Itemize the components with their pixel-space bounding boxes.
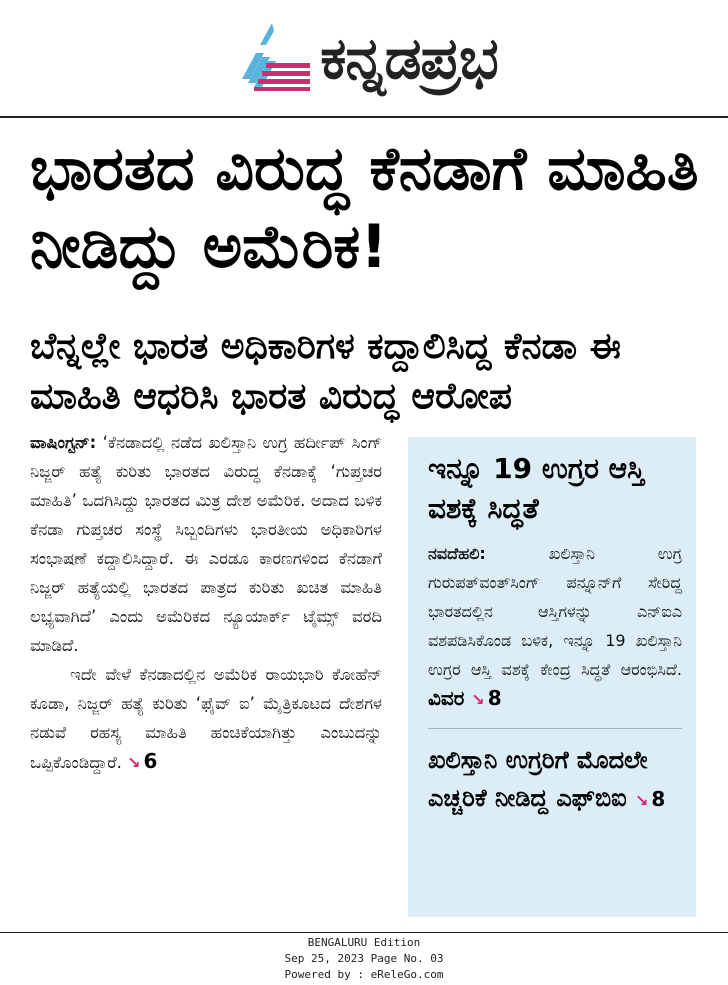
- arrow-icon: ↘: [471, 690, 485, 709]
- masthead: [0, 0, 728, 116]
- sidebar-more-page: 8: [487, 686, 502, 710]
- sidebar-divider: [428, 728, 682, 729]
- story-paragraph-2: [30, 660, 382, 777]
- story-jump[interactable]: [127, 749, 157, 773]
- sidebar-dateline: ನವದೆಹಲಿ:: [428, 544, 486, 563]
- arrow-icon: ↘: [634, 791, 649, 810]
- footer: [0, 935, 728, 983]
- main-story: [30, 428, 382, 777]
- sidebar-item2-title: ಖಲಿಸ್ತಾನಿ ಉಗ್ರರಿಗೆ ಮೊದಲೇ ಎಚ್ಚರಿಕೆ ನೀಡಿದ್ದ ಎಫ್‌ಬಿಐ: [428, 746, 648, 812]
- sidebar-item2-page: 8: [651, 787, 666, 811]
- masthead-title: ಕನ್ನಡಪ್ರಭ: [320, 24, 498, 92]
- story-text-2: ಇದೇ ವೇಳೆ ಕೆನಡಾದಲ್ಲಿನ ಅಮೆರಿಕ ರಾಯಭಾರಿ ಕೋಹೆನ್ ಕೂಡಾ, ನಿಜ್ಜರ್ ಹತ್ಯೆ ಕುರಿತು ‘ಫೈವ್ ಐ’ ಮೈತ್ರಿಕೂಟದ ದೇಶಗಳ ನಡುವೆ ರಹಸ್ಯ ಮಾಹಿತಿ ಹಂಚಿಕೆಯಾಗಿತ್ತು ಎಂಬುದನ್ನು ಒಪ್ಪಿಕೊಂಡಿದ್ದಾರೆ.: [30, 665, 382, 772]
- sidebar-item2[interactable]: [428, 741, 682, 820]
- footer-edition: BENGALURU Edition: [307, 936, 421, 949]
- story-paragraph-1: [30, 428, 382, 660]
- footer-date-page: Sep 25, 2023 Page No. 03: [284, 952, 444, 965]
- story-text-1: ‘ಕೆನಡಾದಲ್ಲಿ ನಡೆದ ಖಲಿಸ್ತಾನಿ ಉಗ್ರ ಹರ್ದೀಪ್ ಸಿಂಗ್ ನಿಜ್ಜರ್ ಹತ್ಯೆ ಕುರಿತು ಭಾರತದ ವಿರುದ್ಧ ಕೆನಡಾಕ್ಕೆ ‘ಗುಪ್ತಚರ ಮಾಹಿತಿ’ ಒದಗಿಸಿದ್ದು ಭಾರತದ ಮಿತ್ರ ದೇಶ ಅಮೆರಿಕ. ಅದಾದ ಬಳಿಕ ಕೆನಡಾ ಗುಪ್ತಚರ ಸಂಸ್ಥೆ ಸಿಬ್ಬಂದಿಗಳು ಭಾರತೀಯ ಅಧಿಕಾರಿಗಳ ಸಂಭಾಷಣೆ ಕದ್ದಾಲಿಸಿದ್ದಾರೆ. ಈ ಎರಡೂ ಕಾರಣಗಳಿಂದ ಕೆನಡಾಗೆ ನಿಜ್ಜರ್ ಹತ್ಯೆಯಲ್ಲಿ ಭಾರತದ ಪಾತ್ರದ ಕುರಿತು ಖಚಿತ ಮಾಹಿತಿ ಲಭ್ಯವಾಗಿದೆ’ ಎಂದು ಅಮೆರಿಕದ ನ್ಯೂಯಾರ್ಕ್ ಟೈಮ್ಸ್ ವರದಿ ಮಾಡಿದೆ.: [30, 433, 382, 655]
- footer-powered: Powered by : eReleGo.com: [284, 968, 444, 981]
- triangle-stripes-logo-icon: [230, 21, 314, 95]
- sidebar-box: [408, 437, 696, 917]
- story-dateline: ವಾಷಿಂಗ್ಟನ್:: [30, 433, 97, 452]
- sidebar-body: [428, 539, 682, 714]
- sidebar-more-label: ವಿವರ: [428, 686, 465, 710]
- sidebar-title: ಇನ್ನೂ 19 ಉಗ್ರರ ಆಸ್ತಿ ವಶಕ್ಕೆ ಸಿದ್ಧತೆ: [428, 452, 645, 525]
- arrow-icon: ↘: [127, 753, 141, 772]
- masthead-rule: [0, 116, 728, 118]
- sidebar-item2-jump: [635, 787, 665, 811]
- sidebar-text: ಖಲಿಸ್ತಾನಿ ಉಗ್ರ ಗುರುಪತ್‌ವಂತ್‌ಸಿಂಗ್ ಪನ್ನೂನ್‌ಗೆ ಸೇರಿದ್ದ ಭಾರತದಲ್ಲಿನ ಆಸ್ತಿಗಳನ್ನು ಎನ್‌ಐಎ ವಶಪಡಿಸಿಕೊಂಡ ಬಳಿಕ, ಇನ್ನೂ 19 ಖಲಿಸ್ತಾನಿ ಉಗ್ರರ ಆಸ್ತಿ ವಶಕ್ಕೆ ಕೇಂದ್ರ ಸಿದ್ಧತೆ ಆರಂಭಿಸಿದೆ.: [428, 544, 682, 679]
- sidebar-more[interactable]: [428, 686, 502, 710]
- footer-rule: [0, 932, 728, 933]
- story-jump-page: 6: [143, 749, 158, 773]
- subheadline: ಬೆನ್ನಲ್ಲೇ ಭಾರತ ಅಧಿಕಾರಿಗಳ ಕದ್ದಾಲಿಸಿದ್ದ ಕೆನಡಾ ಈ ಮಾಹಿತಿ ಆಧರಿಸಿ ಭಾರತ ವಿರುದ್ಧ ಆರೋಪ: [30, 326, 621, 417]
- main-headline: ಭಾರತದ ವಿರುದ್ಧ ಕೆನಡಾಗೆ ಮಾಹಿತಿ ನೀಡಿದ್ದು ಅಮೆರಿಕ!: [30, 134, 699, 282]
